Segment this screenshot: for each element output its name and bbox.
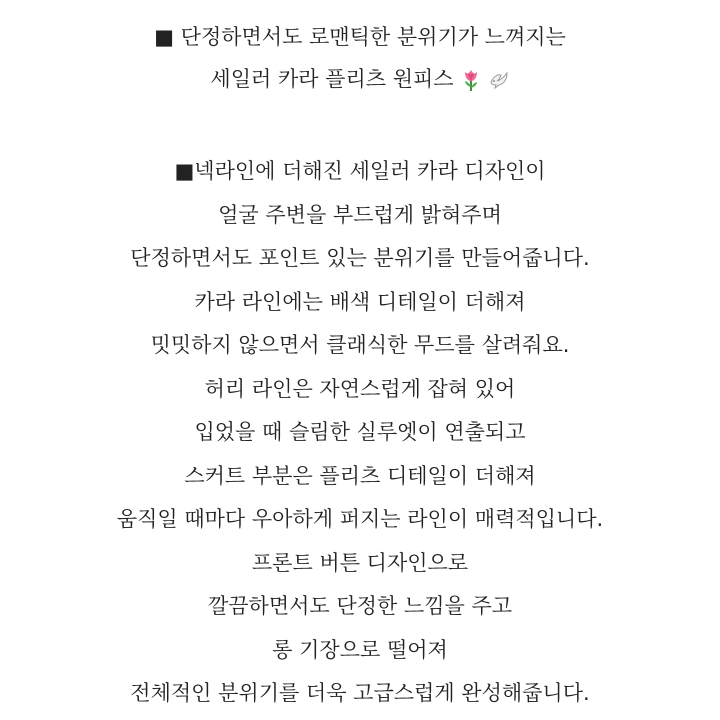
body-line-text: 카라 라인에는 배색 디테일이 더해져 xyxy=(194,290,526,314)
body-line-text: 프론트 버튼 디자인으로 xyxy=(251,551,469,575)
tulip-icon xyxy=(460,68,482,92)
body-line xyxy=(0,591,720,621)
body-line-text: 전체적인 분위기를 더욱 고급스럽게 완성해줍니다. xyxy=(130,681,590,705)
body-line-text: 롱 기장으로 떨어져 xyxy=(272,638,448,662)
intro-text-2: 세일러 카라 플리츠 원피스 xyxy=(210,67,454,91)
body-line xyxy=(0,461,720,491)
body-line-text: 스커트 부분은 플리츠 디테일이 더해져 xyxy=(184,464,536,488)
intro-text-1: ■ 단정하면서도 로맨틱한 분위기가 느껴지는 xyxy=(154,25,566,49)
intro-line-2 xyxy=(0,64,720,94)
body-line xyxy=(0,374,720,404)
body-line xyxy=(0,635,720,665)
body-line xyxy=(0,417,720,447)
body-line xyxy=(0,548,720,578)
intro-line-1 xyxy=(0,22,720,52)
body-line xyxy=(0,678,720,708)
body-line xyxy=(0,243,720,273)
body-line xyxy=(0,156,720,186)
body-line xyxy=(0,504,720,534)
body-line-text: 입었을 때 슬림한 실루엣이 연출되고 xyxy=(194,420,526,444)
dove-icon xyxy=(488,68,510,92)
body-line-text: 밋밋하지 않으면서 클래식한 무드를 살려줘요. xyxy=(150,333,570,357)
body-line-text: 깔끔하면서도 단정한 느낌을 주고 xyxy=(207,594,513,618)
body-line-text: 단정하면서도 포인트 있는 분위기를 만들어줍니다. xyxy=(130,246,590,270)
body-line xyxy=(0,200,720,230)
body-line-text: 움직일 때마다 우아하게 퍼지는 라인이 매력적입니다. xyxy=(116,507,604,531)
body-line-text: 허리 라인은 자연스럽게 잡혀 있어 xyxy=(204,377,516,401)
body-line xyxy=(0,330,720,360)
body-line-text: 얼굴 주변을 부드럽게 밝혀주며 xyxy=(218,203,502,227)
body-line-text: ■넥라인에 더해진 세일러 카라 디자인이 xyxy=(174,159,546,183)
body-line xyxy=(0,287,720,317)
